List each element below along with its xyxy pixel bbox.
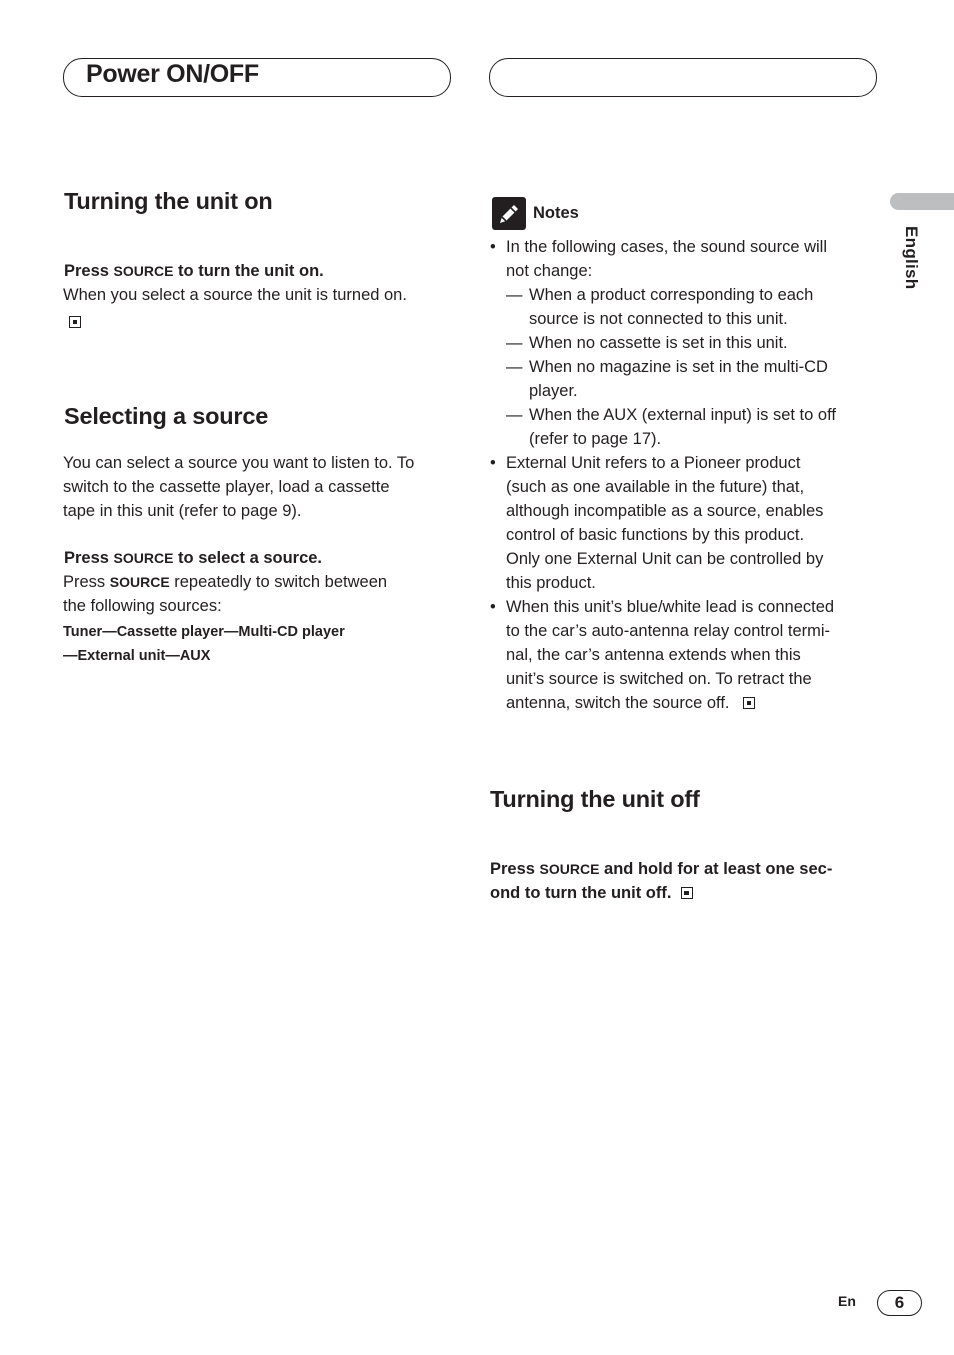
note-line: When no magazine is set in the multi-CD (529, 358, 828, 376)
intro-line: You can select a source you want to listen to. To (63, 454, 415, 472)
note-line: When a product corresponding to each (529, 286, 814, 304)
body-rest: the following sources: (63, 597, 222, 615)
note-line: (such as one available in the future) that, (506, 478, 805, 496)
note-line: In the following cases, the sound source will (506, 238, 828, 256)
notes-header (492, 197, 579, 230)
note-line: although incompatible as a source, enables (506, 502, 824, 520)
note-line: unit’s source is switched on. To retract the (506, 670, 812, 688)
bullet: • (490, 238, 496, 256)
notes-list (490, 235, 880, 715)
source-sequence (63, 620, 453, 668)
note-line: When this unit’s blue/white lead is connected (506, 598, 835, 616)
instr-rest: to turn the unit on. (173, 262, 324, 280)
note-line: not change: (506, 262, 593, 280)
instr-press: Press (64, 549, 114, 567)
dash: — (506, 406, 523, 424)
note-line: control of basic functions by this product. (506, 526, 805, 544)
intro-line: switch to the cassette player, load a cassette (63, 478, 390, 496)
notes-label: Notes (533, 204, 579, 222)
note-subitem (506, 283, 880, 331)
header-right-box (489, 58, 877, 97)
dash: — (506, 334, 523, 352)
sequence-line: Tuner—Cassette player—Multi-CD player (63, 624, 345, 640)
heading-selecting-source: Selecting a source (64, 403, 269, 429)
dash: — (506, 358, 523, 376)
footer-lang-code: En (838, 1293, 856, 1309)
source-key: SOURCE (109, 574, 170, 590)
pencil-note-icon (492, 197, 526, 230)
selecting-intro (63, 451, 453, 523)
selecting-instruction (64, 546, 454, 570)
page-number: 6 (877, 1290, 922, 1316)
instr-rest: to select a source. (173, 549, 323, 567)
turning-on-body-text: When you select a source the unit is turned on. (63, 286, 407, 304)
note-line: When no cassette is set in this unit. (529, 334, 788, 352)
instr-rest: and hold for at least one sec- (599, 860, 833, 878)
note-item (490, 235, 880, 451)
note-line: source is not connected to this unit. (529, 310, 788, 328)
note-line: (refer to page 17). (529, 430, 662, 448)
body-press: Press (63, 573, 110, 591)
source-key: SOURCE (539, 861, 600, 877)
body-rest: repeatedly to switch between (169, 573, 388, 591)
chapter-title-box (63, 58, 451, 97)
bullet: • (490, 598, 496, 616)
source-key: SOURCE (113, 263, 174, 279)
heading-turning-off: Turning the unit off (490, 786, 700, 812)
intro-line: tape in this unit (refer to page 9). (63, 502, 302, 520)
turning-on-body (63, 283, 453, 307)
note-line: player. (529, 382, 578, 400)
note-line: External Unit refers to a Pioneer product (506, 454, 801, 472)
note-line: nal, the car’s antenna extends when this (506, 646, 801, 664)
language-label: English (902, 226, 921, 290)
turning-on-instruction (64, 259, 454, 283)
note-line: Only one External Unit can be controlled by (506, 550, 824, 568)
note-line: antenna, switch the source off. (506, 694, 730, 712)
bullet: • (490, 454, 496, 472)
turning-off-instruction (490, 857, 880, 905)
note-subitem (506, 403, 880, 451)
instr-rest: ond to turn the unit off. (490, 884, 672, 902)
end-mark-icon (69, 314, 81, 332)
source-key: SOURCE (113, 550, 174, 566)
dash: — (506, 286, 523, 304)
chapter-title: Power ON/OFF (86, 60, 259, 88)
instr-press: Press (490, 860, 540, 878)
end-mark-icon (743, 697, 755, 709)
note-item (490, 595, 880, 715)
selecting-body (63, 570, 453, 618)
language-tab (890, 193, 954, 210)
end-mark-icon (681, 887, 693, 899)
sequence-line: —External unit—AUX (63, 648, 211, 664)
note-subitem (506, 355, 880, 403)
note-line: When the AUX (external input) is set to off (529, 406, 836, 424)
instr-press: Press (64, 262, 114, 280)
heading-turning-on: Turning the unit on (64, 188, 273, 214)
note-subitem (506, 331, 880, 355)
note-line: to the car’s auto-antenna relay control termi- (506, 622, 831, 640)
note-line: this product. (506, 574, 596, 592)
note-item (490, 451, 880, 595)
